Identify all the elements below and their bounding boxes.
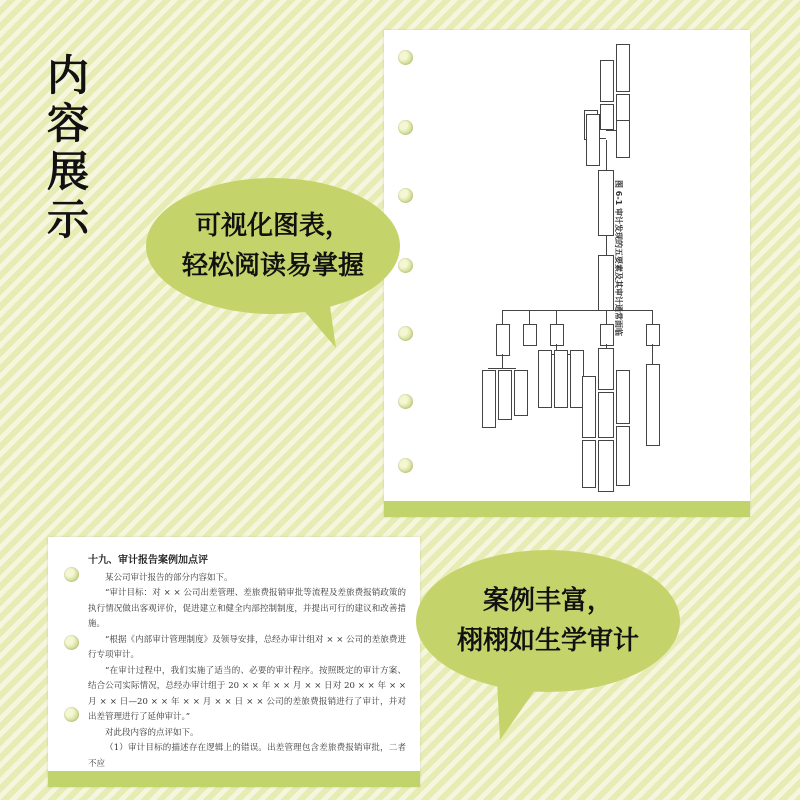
title-char: 内 [46, 51, 89, 100]
case-document [88, 553, 406, 772]
audit-finding-diagram [384, 30, 750, 517]
diagram-page [384, 30, 750, 517]
title-char: 容 [46, 99, 89, 148]
paragraph: 某公司审计报告的部分内容如下。 [105, 572, 233, 583]
bubble-tail [266, 278, 386, 368]
page-bottom-band [384, 501, 750, 517]
section-heading: 十九、审计报告案例加点评 [88, 555, 208, 566]
binder-hole [64, 635, 79, 650]
title-char: 展 [46, 147, 89, 196]
speech-bubble-visual [146, 178, 400, 314]
bubble-line: 轻松阅读易掌握 [181, 251, 364, 281]
binder-hole [64, 567, 79, 582]
paragraph: “审计目标：对 × × 公司出差管理、差旅费报销审批等流程及差旅费报销政策的执行情况做出客观评价，促进建立和健全内部控制制度，并提出可行的建议和改善措施。 [88, 588, 406, 629]
paragraph: “根据《内部审计管理制度》及领导安排，总经办审计组对 × × 公司的差旅费进行专项审计。 [88, 634, 406, 660]
bubble-line: 案例丰富， [482, 586, 613, 616]
title-char: 示 [46, 195, 89, 244]
page-bottom-band [48, 771, 420, 787]
case-page [48, 537, 420, 787]
paragraph: （1）审计目标的描述存在逻辑上的错误。出差管理包含差旅费报销审批，二者不应 [88, 743, 406, 769]
paragraph: 对此段内容的点评如下。 [105, 727, 199, 738]
bubble-line: 可视化图表， [194, 211, 351, 241]
paragraph: “在审计过程中，我们实施了适当的、必要的审计程序。按照既定的审计方案、结合公司实际情况，总经办审计组于 20 × × 年 × × 月 × × 日对 20 × × 年 × × 月 × × 日—20 × × 年 × × 月 × × 日 × × 公司的差旅费报销进行了审计，并对出差管理进行了延伸审计。” [88, 665, 406, 722]
bubble-tail [486, 660, 596, 750]
section-title [38, 52, 98, 244]
bubble-line: 栩栩如生学审计 [456, 626, 639, 656]
figure-caption: 图 6-1 审计发现的五要素及其审计通常面临 [614, 180, 623, 337]
speech-bubble-cases [416, 550, 680, 692]
binder-hole [64, 707, 79, 722]
